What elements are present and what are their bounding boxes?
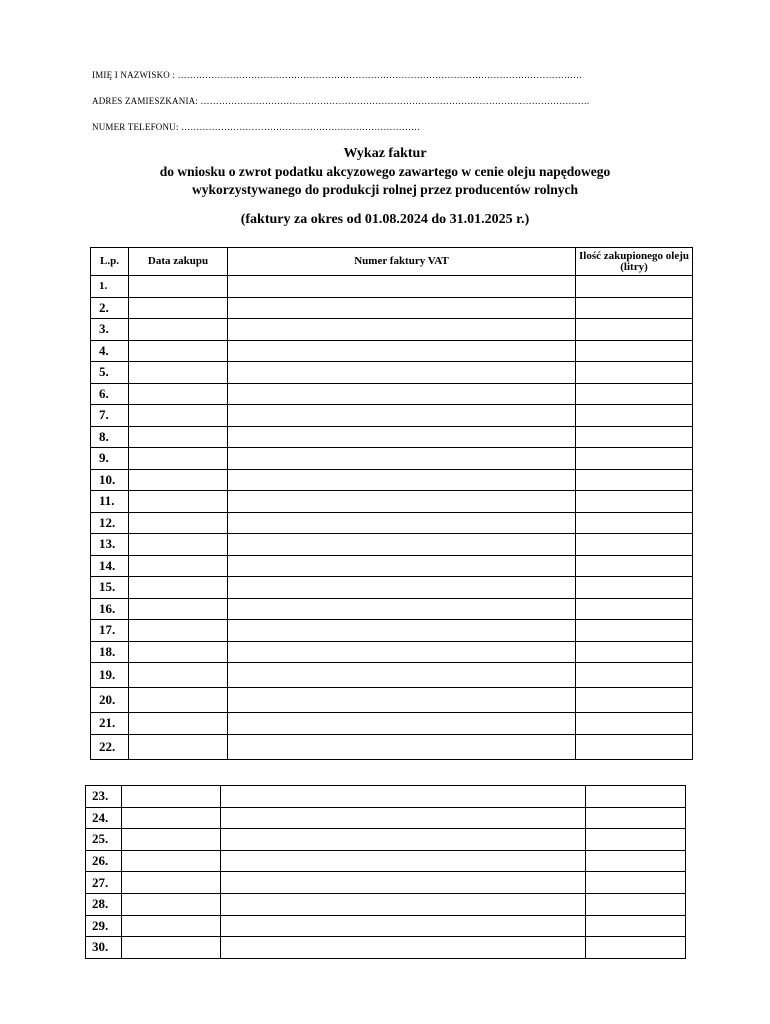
purchase-date-cell[interactable] xyxy=(129,297,228,319)
purchase-date-cell[interactable] xyxy=(122,786,221,808)
row-number: 6. xyxy=(91,383,129,405)
table-row xyxy=(91,276,693,298)
row-number: 22. xyxy=(91,734,129,759)
table-row xyxy=(91,555,693,577)
oil-quantity-cell[interactable] xyxy=(576,469,693,491)
oil-quantity-cell[interactable] xyxy=(576,276,693,298)
purchase-date-cell[interactable] xyxy=(129,734,228,759)
header-purchase-date: Data zakupu xyxy=(129,248,228,276)
invoice-number-cell[interactable] xyxy=(228,319,576,341)
oil-quantity-cell[interactable] xyxy=(576,383,693,405)
header-lp: L.p. xyxy=(91,248,129,276)
table-row xyxy=(91,734,693,759)
purchase-date-cell[interactable] xyxy=(122,807,221,829)
oil-quantity-cell[interactable] xyxy=(576,713,693,735)
table-row xyxy=(91,405,693,427)
invoice-number-cell[interactable] xyxy=(228,663,576,688)
row-number: 13. xyxy=(91,534,129,556)
row-number: 5. xyxy=(91,362,129,384)
table-row xyxy=(91,663,693,688)
purchase-date-cell[interactable] xyxy=(129,383,228,405)
row-number: 24. xyxy=(86,807,122,829)
purchase-date-cell[interactable] xyxy=(129,641,228,663)
purchase-date-cell[interactable] xyxy=(129,512,228,534)
purchase-date-cell[interactable] xyxy=(122,915,221,937)
oil-quantity-cell[interactable] xyxy=(576,319,693,341)
oil-quantity-cell[interactable] xyxy=(586,786,686,808)
row-number: 11. xyxy=(91,491,129,513)
purchase-date-cell[interactable] xyxy=(129,620,228,642)
oil-quantity-cell[interactable] xyxy=(576,448,693,470)
table-row xyxy=(91,512,693,534)
table-row xyxy=(86,829,686,851)
row-number: 2. xyxy=(91,297,129,319)
purchase-date-cell[interactable] xyxy=(129,448,228,470)
oil-quantity-cell[interactable] xyxy=(576,598,693,620)
invoice-number-cell[interactable] xyxy=(228,713,576,735)
table-row xyxy=(91,491,693,513)
invoice-number-cell[interactable] xyxy=(221,786,586,808)
oil-quantity-cell[interactable] xyxy=(576,426,693,448)
oil-quantity-cell[interactable] xyxy=(586,937,686,959)
purchase-date-cell[interactable] xyxy=(122,850,221,872)
invoice-number-cell[interactable] xyxy=(228,448,576,470)
document-title: Wykaz faktur xyxy=(343,146,427,161)
invoice-number-cell[interactable] xyxy=(228,734,576,759)
purchase-date-cell[interactable] xyxy=(129,688,228,713)
header-invoice-number: Numer faktury VAT xyxy=(228,248,576,276)
oil-quantity-cell[interactable] xyxy=(576,297,693,319)
phone-field-line: NUMER TELEFONU: …………………………………………………………………… xyxy=(92,122,421,132)
purchase-date-cell[interactable] xyxy=(129,276,228,298)
oil-quantity-cell[interactable] xyxy=(586,807,686,829)
row-number: 28. xyxy=(86,893,122,915)
table-row xyxy=(91,319,693,341)
row-number: 10. xyxy=(91,469,129,491)
purchase-date-cell[interactable] xyxy=(129,426,228,448)
invoice-number-cell[interactable] xyxy=(228,512,576,534)
oil-quantity-cell[interactable] xyxy=(586,872,686,894)
row-number: 26. xyxy=(86,850,122,872)
invoice-number-cell[interactable] xyxy=(221,872,586,894)
row-number: 7. xyxy=(91,405,129,427)
row-number: 14. xyxy=(91,555,129,577)
oil-quantity-cell[interactable] xyxy=(576,534,693,556)
invoice-number-cell[interactable] xyxy=(228,362,576,384)
invoice-number-cell[interactable] xyxy=(228,276,576,298)
oil-quantity-cell[interactable] xyxy=(576,641,693,663)
header-oil-quantity: Ilość zakupionego oleju (litry) xyxy=(576,248,693,276)
purchase-date-cell[interactable] xyxy=(122,893,221,915)
table-row xyxy=(86,893,686,915)
table-header-row xyxy=(91,248,693,276)
table-row xyxy=(91,688,693,713)
row-number: 27. xyxy=(86,872,122,894)
purchase-date-cell[interactable] xyxy=(129,663,228,688)
period-label: (faktury za okres od 01.08.2024 do 31.01.2025 r.) xyxy=(240,212,530,227)
oil-quantity-cell[interactable] xyxy=(576,491,693,513)
name-field-line: IMIĘ I NAZWISKO : …………………………………………………………………………………………………………………… xyxy=(92,70,583,80)
row-number: 19. xyxy=(91,663,129,688)
row-number: 25. xyxy=(86,829,122,851)
address-field-line: ADRES ZAMIESZKANIA: ………………………………………………………………………………………………………………. xyxy=(92,96,590,106)
table-row xyxy=(86,915,686,937)
invoice-number-cell[interactable] xyxy=(228,688,576,713)
invoice-number-cell[interactable] xyxy=(228,491,576,513)
invoice-number-cell[interactable] xyxy=(228,297,576,319)
purchase-date-cell[interactable] xyxy=(129,362,228,384)
table-row xyxy=(86,850,686,872)
oil-quantity-cell[interactable] xyxy=(576,340,693,362)
invoice-table xyxy=(90,247,693,760)
table-row xyxy=(91,598,693,620)
purchase-date-cell[interactable] xyxy=(129,598,228,620)
subtitle-line-2: wykorzystywanego do produkcji rolnej przez producentów rolnych xyxy=(191,182,578,197)
table-row xyxy=(91,297,693,319)
purchase-date-cell[interactable] xyxy=(129,713,228,735)
document-subtitle xyxy=(0,163,770,199)
invoice-table-continued xyxy=(85,785,686,959)
subtitle-line-1: do wniosku o zwrot podatku akcyzowego zawartego w cenie oleju napędowego xyxy=(159,164,611,179)
oil-quantity-cell[interactable] xyxy=(576,663,693,688)
purchase-date-cell[interactable] xyxy=(122,829,221,851)
invoice-number-cell[interactable] xyxy=(228,598,576,620)
table-row xyxy=(86,872,686,894)
table-row xyxy=(91,362,693,384)
oil-quantity-cell[interactable] xyxy=(576,512,693,534)
oil-quantity-cell[interactable] xyxy=(586,850,686,872)
row-number: 23. xyxy=(86,786,122,808)
row-number: 4. xyxy=(91,340,129,362)
invoice-number-cell[interactable] xyxy=(221,893,586,915)
row-number: 29. xyxy=(86,915,122,937)
invoice-number-cell[interactable] xyxy=(221,937,586,959)
table-row xyxy=(86,786,686,808)
row-number: 21. xyxy=(91,713,129,735)
purchase-date-cell[interactable] xyxy=(122,937,221,959)
table-row xyxy=(86,807,686,829)
row-number: 16. xyxy=(91,598,129,620)
row-number: 3. xyxy=(91,319,129,341)
table-row xyxy=(86,937,686,959)
row-number: 8. xyxy=(91,426,129,448)
table-row xyxy=(91,469,693,491)
invoice-number-cell[interactable] xyxy=(228,534,576,556)
purchase-date-cell[interactable] xyxy=(129,577,228,599)
invoice-number-cell[interactable] xyxy=(221,829,586,851)
oil-quantity-cell[interactable] xyxy=(576,555,693,577)
invoice-number-cell[interactable] xyxy=(228,469,576,491)
row-number: 17. xyxy=(91,620,129,642)
invoice-number-cell[interactable] xyxy=(221,807,586,829)
oil-quantity-cell[interactable] xyxy=(586,893,686,915)
row-number: 18. xyxy=(91,641,129,663)
row-number: 30. xyxy=(86,937,122,959)
row-number: 1. xyxy=(91,276,129,298)
invoice-number-cell[interactable] xyxy=(228,426,576,448)
invoice-number-cell[interactable] xyxy=(228,405,576,427)
oil-quantity-cell[interactable] xyxy=(576,688,693,713)
table-row xyxy=(91,641,693,663)
purchase-date-cell[interactable] xyxy=(129,555,228,577)
table-row xyxy=(91,448,693,470)
invoice-number-cell[interactable] xyxy=(221,850,586,872)
table-row xyxy=(91,713,693,735)
table-row xyxy=(91,620,693,642)
row-number: 15. xyxy=(91,577,129,599)
invoice-number-cell[interactable] xyxy=(228,641,576,663)
purchase-date-cell[interactable] xyxy=(129,491,228,513)
invoice-number-cell[interactable] xyxy=(221,915,586,937)
oil-quantity-cell[interactable] xyxy=(576,620,693,642)
table-row xyxy=(91,383,693,405)
invoice-number-cell[interactable] xyxy=(228,340,576,362)
row-number: 9. xyxy=(91,448,129,470)
table-row xyxy=(91,577,693,599)
invoice-number-cell[interactable] xyxy=(228,383,576,405)
purchase-date-cell[interactable] xyxy=(129,469,228,491)
table-row xyxy=(91,534,693,556)
purchase-date-cell[interactable] xyxy=(129,319,228,341)
purchase-date-cell[interactable] xyxy=(129,405,228,427)
oil-quantity-cell[interactable] xyxy=(576,362,693,384)
invoice-number-cell[interactable] xyxy=(228,555,576,577)
oil-quantity-cell[interactable] xyxy=(576,734,693,759)
purchase-date-cell[interactable] xyxy=(129,340,228,362)
invoice-number-cell[interactable] xyxy=(228,620,576,642)
row-number: 20. xyxy=(91,688,129,713)
purchase-date-cell[interactable] xyxy=(129,534,228,556)
invoice-number-cell[interactable] xyxy=(228,577,576,599)
table-row xyxy=(91,426,693,448)
row-number: 12. xyxy=(91,512,129,534)
table-row xyxy=(91,340,693,362)
oil-quantity-cell[interactable] xyxy=(586,915,686,937)
oil-quantity-cell[interactable] xyxy=(576,405,693,427)
oil-quantity-cell[interactable] xyxy=(576,577,693,599)
purchase-date-cell[interactable] xyxy=(122,872,221,894)
oil-quantity-cell[interactable] xyxy=(586,829,686,851)
